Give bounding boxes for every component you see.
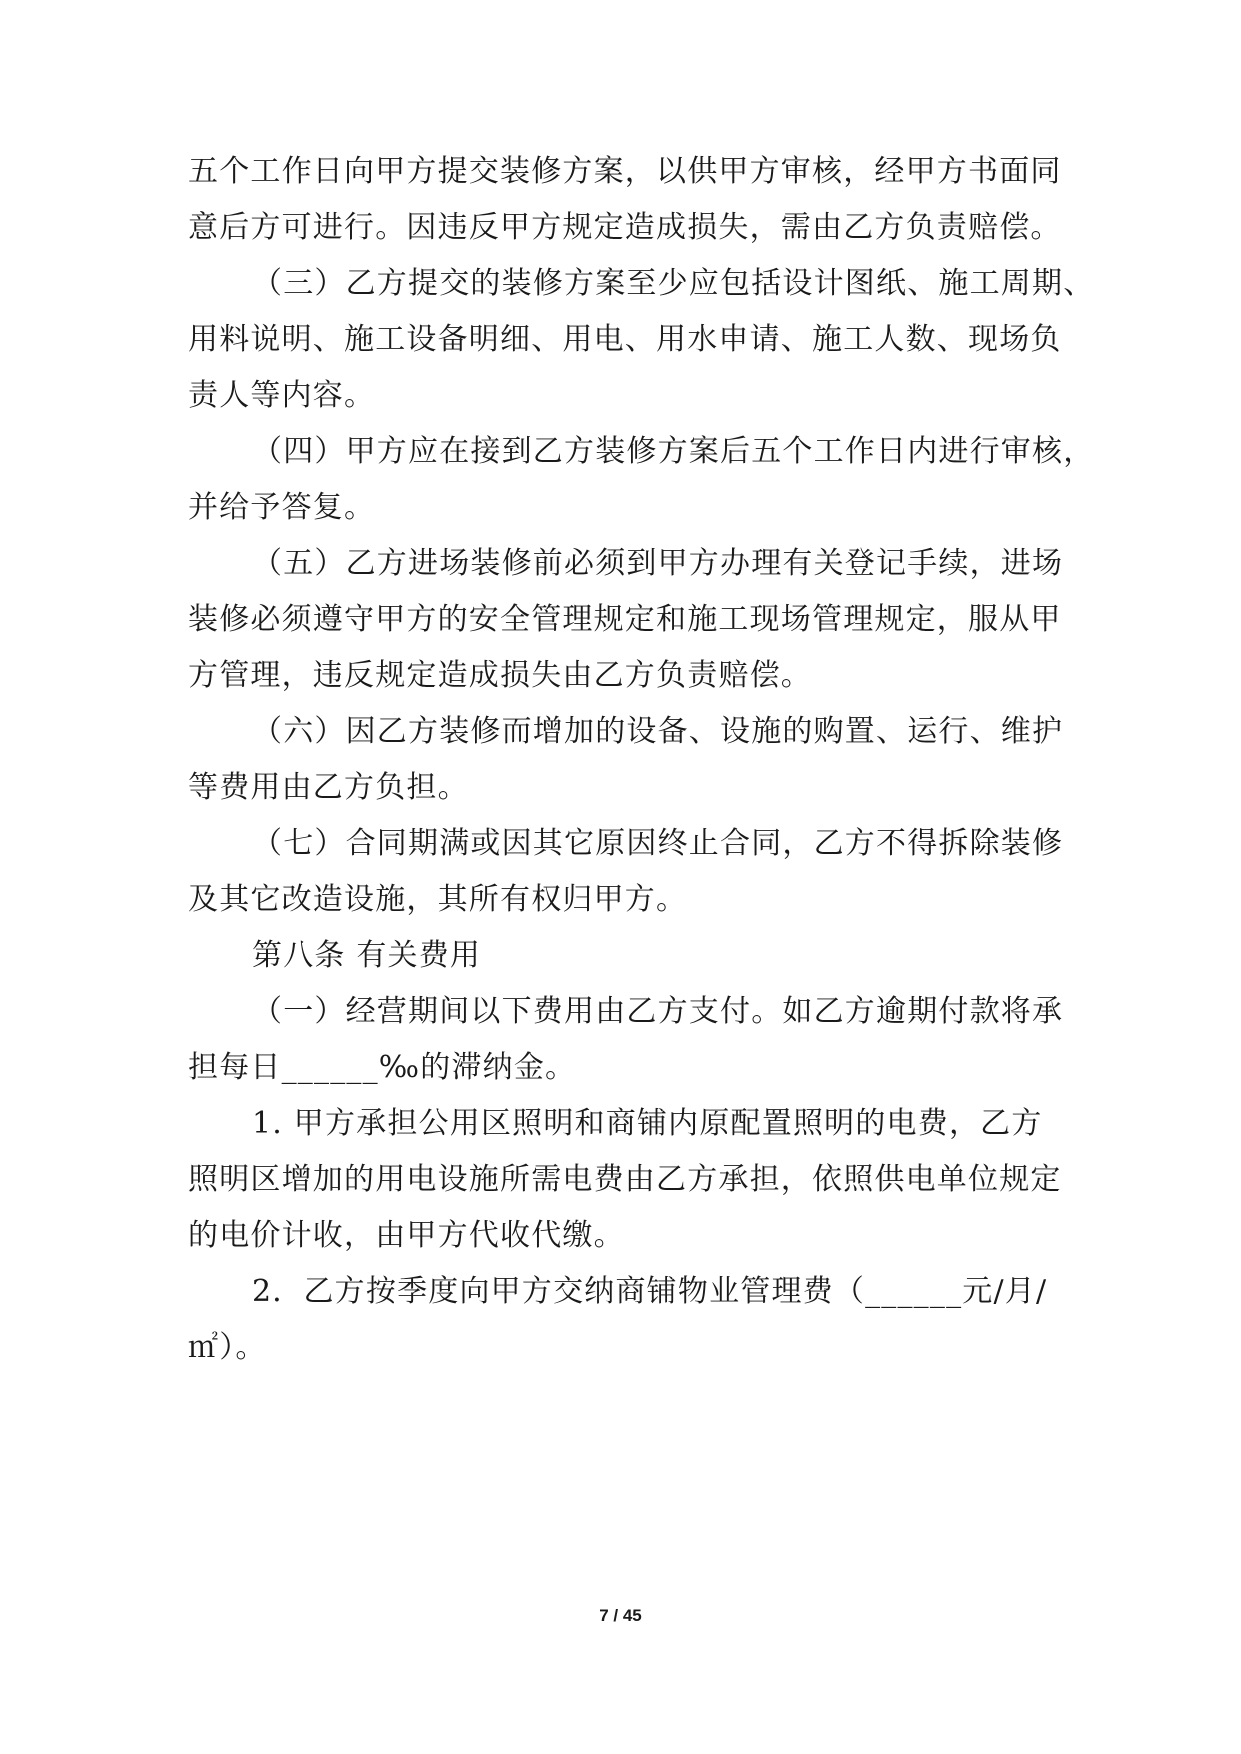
text-line: 方管理，违反规定造成损失由乙方负责赔偿。: [188, 658, 812, 693]
text-line: 并给予答复。: [188, 490, 376, 525]
fee-item-2-line: 2．乙方按季度向甲方交纳商铺物业管理费（______元/月/: [252, 1274, 1048, 1309]
text-line: 担每日______‰的滞纳金。: [188, 1050, 577, 1085]
page-number: 7 / 45: [599, 1606, 642, 1625]
article-8-heading: 第八条 有关费用: [252, 938, 482, 973]
text-line: 装修必须遵守甲方的安全管理规定和施工现场管理规定，服从甲: [188, 602, 1062, 637]
text-line: 五个工作日向甲方提交装修方案，以供甲方审核，经甲方书面同: [188, 154, 1062, 189]
fees-clause-1-line: （一）经营期间以下费用由乙方支付。如乙方逾期付款将承: [252, 994, 1064, 1029]
clause-6-line: （六）因乙方装修而增加的设备、设施的购置、运行、维护: [252, 714, 1064, 749]
text-line: 责人等内容。: [188, 378, 376, 413]
text-line: 照明区增加的用电设施所需电费由乙方承担，依照供电单位规定: [188, 1162, 1062, 1197]
fee-item-1-line: 1. 甲方承担公用区照明和商铺内原配置照明的电费，乙方: [252, 1106, 1043, 1141]
clause-5-line: （五）乙方进场装修前必须到甲方办理有关登记手续，进场: [252, 546, 1064, 581]
clause-4-line: （四）甲方应在接到乙方装修方案后五个工作日内进行审核，: [252, 434, 1095, 469]
text-line: 及其它改造设施，其所有权归甲方。: [188, 882, 688, 917]
text-line: 意后方可进行。因违反甲方规定造成损失，需由乙方负责赔偿。: [188, 210, 1062, 245]
text-line: ㎡）。: [188, 1330, 267, 1365]
text-line: 等费用由乙方负担。: [188, 770, 469, 805]
text-line: 的电价计收，由甲方代收代缴。: [188, 1218, 625, 1253]
clause-3-line: （三）乙方提交的装修方案至少应包括设计图纸、施工周期、: [252, 266, 1095, 301]
clause-7-line: （七）合同期满或因其它原因终止合同，乙方不得拆除装修: [252, 826, 1064, 861]
text-line: 用料说明、施工设备明细、用电、用水申请、施工人数、现场负: [188, 322, 1062, 357]
